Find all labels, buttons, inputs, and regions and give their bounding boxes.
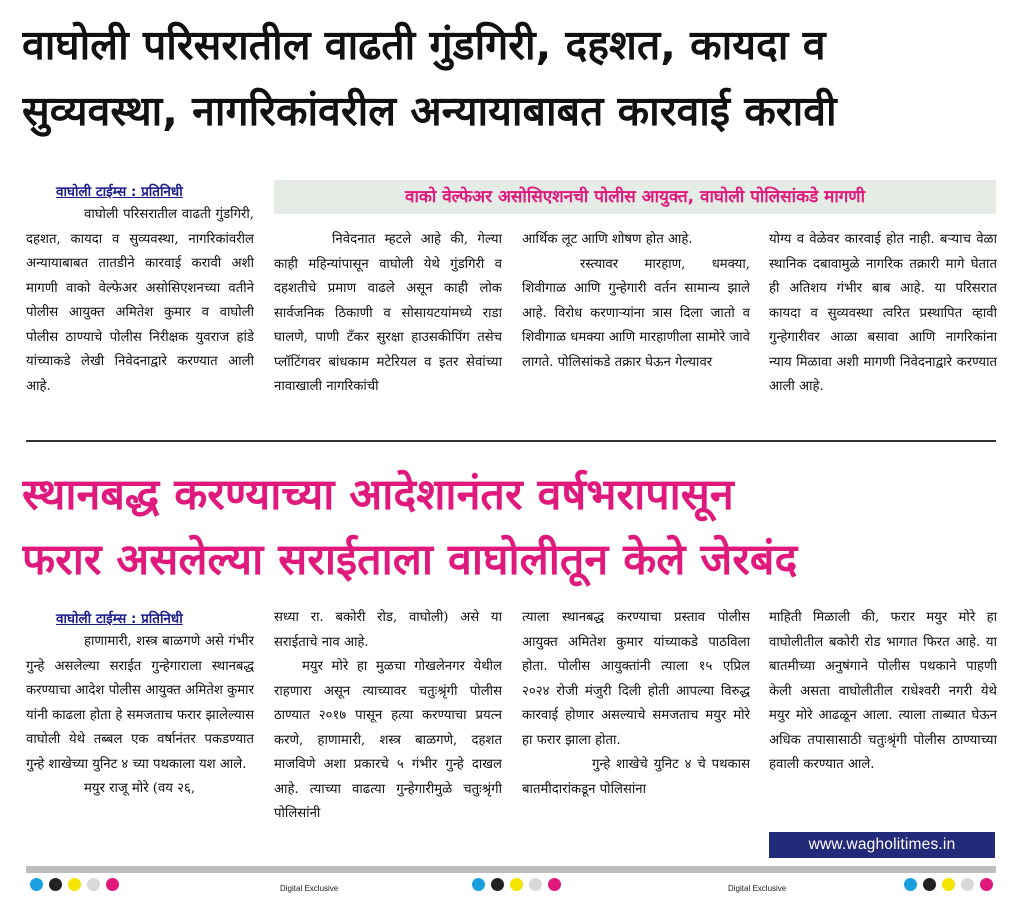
article2-col3-text-a: त्याला स्थानबद्ध करण्याचा प्रस्ताव पोलीस आयुक्त अमितेश कुमार यांच्याकडे पाठविला होता. पोलीस आयुक्तांनी त्याला १५ एप्रिल २०२४ रोजी मंजुरी दिली होती आपल्या विरुद्ध कारवाई होणार असल्याचे समजताच मयुर मोरे हा फरार झाला होता.: [522, 610, 750, 748]
article1-col4-text: योग्य व वेळेवर कारवाई होत नाही. बऱ्याच वेळा स्थानिक दबावामुळे नागरिक तक्रारी मागे घेतात ही अतिशय गंभीर बाब आहे. या परिसरात कायदा व सुव्यवस्था त्वरित प्रस्थापित व्हावी गुन्हेगारीवर आळा बसावा आणि नागरिकांना न्याय मिळावा अशी मागणी निवेदनाद्वारे करण्यात आली आहे.: [769, 232, 997, 394]
footer-grey-bar: [26, 866, 996, 873]
black-dot: [49, 878, 62, 891]
article2-byline: वाघोली टाईम्स : प्रतिनिधी: [56, 611, 183, 627]
article1-subheadline: वाको वेल्फेअर असोसिएशनची पोलीस आयुक्त, वाघोली पोलिसांकडे मागणी: [405, 187, 865, 207]
grey-dot: [529, 878, 542, 891]
yellow-dot: [942, 878, 955, 891]
cyan-dot: [472, 878, 485, 891]
article1-subheadline-banner: [274, 180, 996, 214]
magenta-dot: [106, 878, 119, 891]
article-divider: [26, 440, 996, 442]
magenta-dot: [548, 878, 561, 891]
registration-marks-left: [30, 878, 119, 891]
footer-label-left: Digital Exclusive: [280, 884, 339, 893]
article2-col3-text-b: गुन्हे शाखेचे युनिट ४ चे पथकास बातमीदारांकडून पोलिसांना: [522, 757, 750, 797]
registration-marks-right: [904, 878, 993, 891]
magenta-dot: [980, 878, 993, 891]
website-box: [769, 832, 995, 858]
registration-marks-center: [472, 878, 561, 891]
article1-col3-text-b: रस्त्यावर मारहाण, धमक्या, शिवीगाळ आणि गुन्हेगारी वर्तन सामान्य झाले आहे. विरोध करणाऱ्यांना त्रास दिला जातो व शिवीगाळ धमक्या आणि मारहाणीला सामोरे जावे लागते. पोलिसांकडे तक्रार घेऊन गेल्यावर: [522, 256, 750, 370]
article2-column-2: [274, 606, 502, 862]
article2-headline-line2: फरार असलेल्या सराईताला वाघोलीतून केले जेरबंद: [22, 535, 798, 585]
article2-column-4: [769, 606, 997, 830]
article2-column-1: [26, 630, 254, 862]
yellow-dot: [510, 878, 523, 891]
article1-headline-line1: वाघोली परिसरातील वाढती गुंडगिरी, दहशत, कायदा व: [22, 21, 826, 69]
article1-column-2: [274, 228, 502, 436]
grey-dot: [87, 878, 100, 891]
article2-col4-text: माहिती मिळाली की, फरार मयुर मोरे हा वाघोलीतील बकोरी रोड भागात फिरत आहे. या बातमीच्या अनुषंगाने पोलीस पथकाने पाहणी केली असता वाघोलीतील राधेश्वरी नगरी येथे मयुर मोरे आढळून आला. त्याला ताब्यात घेऊन अधिक तपासासाठी चतुःश्रृंगी पोलीस ठाण्याच्या हवाली करण्यात आले.: [769, 610, 997, 772]
article1-column-1: [26, 203, 254, 435]
article2-col1-text-b: मयुर राजू मोरे (वय २६,: [84, 781, 196, 796]
article1-col1-text: वाघोली परिसरातील वाढती गुंडगिरी, दहशत, कायदा व सुव्यवस्था, नागरिकांवरील अन्यायाबाबत तातडीने कारवाई करावी अशी मागणी वाको वेल्फेअर असोसिएशनच्या वतीने पोलीस आयुक्त अमितेश कुमार व वाघोली पोलीस ठाण्याचे पोलीस निरीक्षक युवराज हांडे यांच्याकडे लेखी निवेदनाद्वारे करण्यात आली आहे.: [26, 207, 254, 394]
article2-column-3: [522, 606, 750, 862]
article1-column-4: [769, 228, 997, 436]
black-dot: [923, 878, 936, 891]
article1-column-3: [522, 228, 750, 436]
article2-col1-text-a: हाणामारी, शस्त्र बाळगणे असे गंभीर गुन्हे असलेल्या सराईत गुन्हेगाराला स्थानबद्ध करण्याचा आदेश पोलीस आयुक्त अमितेश कुमार यांनी काढला होता हे समजताच फरार झालेल्यास वाघोली येथे तब्बल एक वर्षानंतर पकडण्यात गुन्हे शाखेच्या युनिट ४ च्या पथकाला यश आले.: [26, 634, 254, 772]
website-url: www.wagholitimes.in: [808, 836, 956, 853]
cyan-dot: [30, 878, 43, 891]
black-dot: [491, 878, 504, 891]
article1-col2-text: निवेदनात म्हटले आहे की, गेल्या काही महिन्यांपासून वाघोली येथे गुंडगिरी व दहशतीचे प्रमाण वाढले असून काही लोक सार्वजनिक ठिकाणी व सोसायटयांमध्ये राडा घालणे, पाणी टँकर सुरक्षा हाउसकीपिंग तसेच प्लॉटिंगवर बांधकाम मटेरियल व इतर सेवांच्या नावाखाली नागरिकांची: [274, 232, 502, 394]
article1-col3-text-a: आर्थिक लूट आणि शोषण होत आहे.: [522, 232, 693, 247]
article1-byline: वाघोली टाईम्स : प्रतिनिधी: [56, 184, 183, 200]
article2-col2-text-b: मयुर मोरे हा मुळचा गोखलेनगर येथील राहणारा असून त्याच्यावर चतुःश्रृंगी पोलीस ठाण्यात २०१७ पासून हत्या करण्याचा प्रयत्न करणे, हाणामारी, शस्त्र बाळगणे, दहशत माजविणे अशा प्रकारचे ५ गंभीर गुन्हे दाखल आहे. त्याच्या वाढत्या गुन्हेगारीमुळे चतुःश्रृंगी पोलिसांनी: [274, 659, 502, 821]
yellow-dot: [68, 878, 81, 891]
article1-headline-line2: सुव्यवस्था, नागरिकांवरील अन्यायाबाबत कारवाई करावी: [22, 87, 837, 135]
footer-label-right: Digital Exclusive: [728, 884, 787, 893]
cyan-dot: [904, 878, 917, 891]
article2-col2-text-a: सध्या रा. बकोरी रोड, वाघोली) असे या सराईताचे नाव आहे.: [274, 610, 502, 650]
grey-dot: [961, 878, 974, 891]
article2-headline-line1: स्थानबद्ध करण्याच्या आदेशानंतर वर्षभरापासून: [22, 470, 734, 520]
